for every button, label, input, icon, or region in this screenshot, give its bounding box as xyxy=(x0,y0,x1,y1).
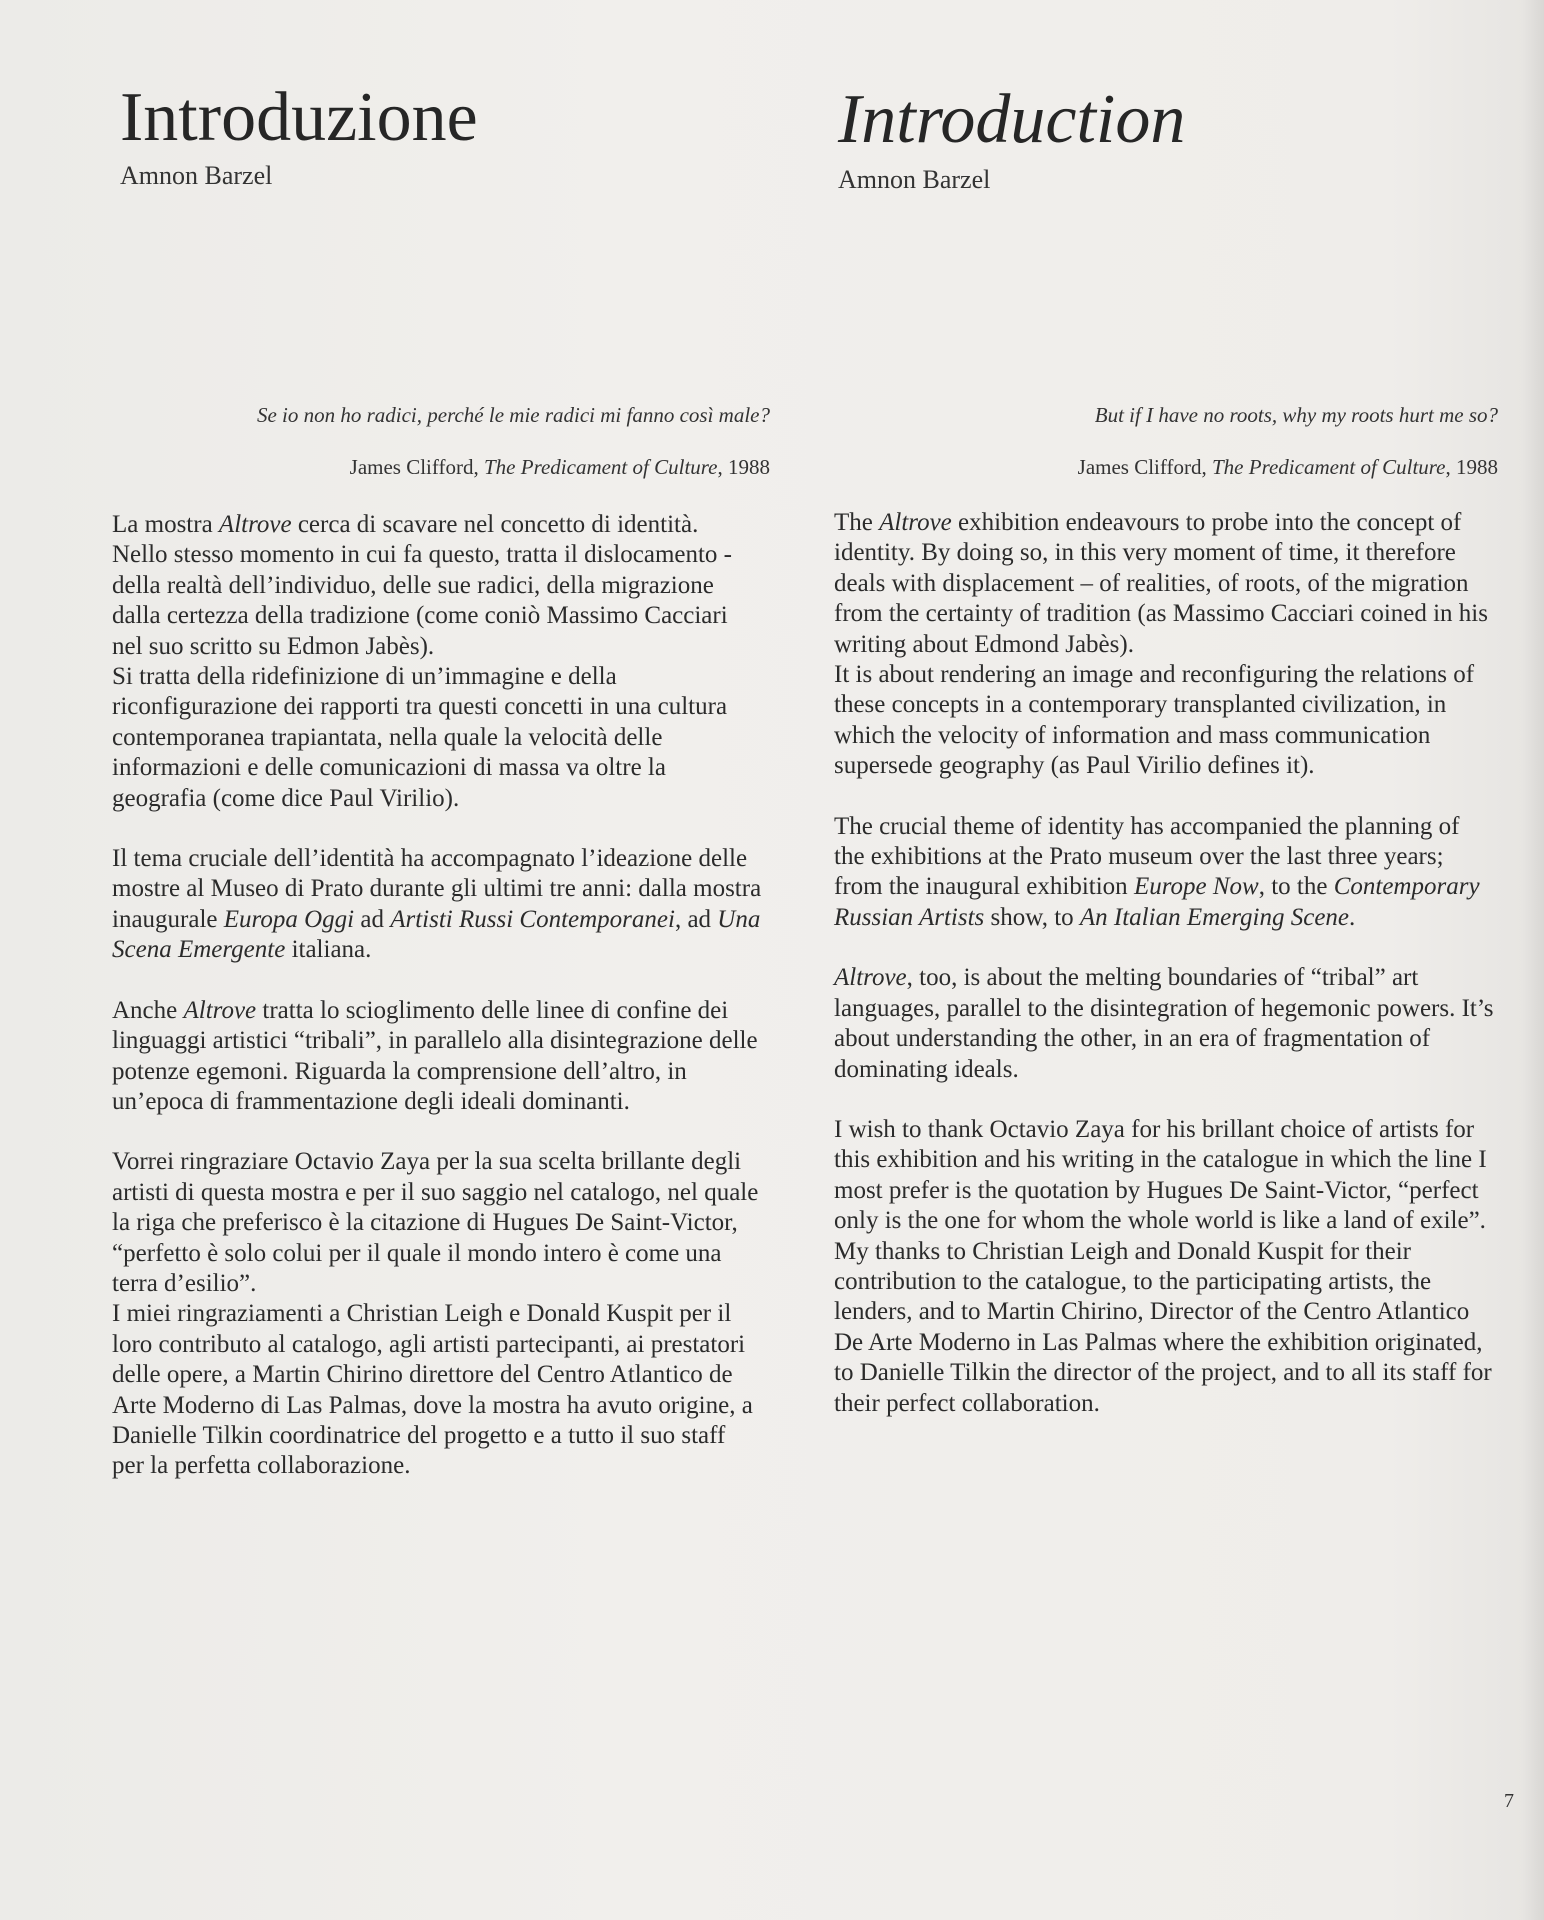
text-run: show, to xyxy=(984,903,1080,931)
text-run: , to the xyxy=(1258,873,1334,901)
text-run: , ad xyxy=(674,905,718,933)
italian-citation xyxy=(350,452,770,482)
text-run: . xyxy=(1349,903,1356,931)
text-run: cerca di scavare nel concetto di identità. xyxy=(291,511,699,538)
italic-run: Altrove xyxy=(879,509,952,536)
italic-run: An Italian Emerging Scene xyxy=(1079,903,1350,931)
text-run: I miei ringraziamenti a Christian Leigh e Donald Kuspit per il loro contributo al catalogo, agli artisti partecipanti, ai prestatori delle opere, a Martin Chirino direttore del Centro Atlantico de Arte Moderno di Las Palmas, dove la mostra ha avuto origine, a Danielle Tilkin coordinatrice del progetto e a tutto il suo staff per la perfetta collaborazione. xyxy=(112,1300,753,1480)
italian-author: Amnon Barzel xyxy=(120,161,273,190)
text-run: Si tratta della ridefinizione di un’immagine e della riconfigurazione dei rapporti tra questi concetti in una cultura contemporanea trapiantata, nella quale la velocità delle informazioni e delle comunicazioni di massa va oltre la geografia (come dice Paul Virilio). xyxy=(112,663,728,812)
english-citation xyxy=(1078,452,1498,482)
italic-run: Europa Oggi xyxy=(223,905,355,933)
text-run: La mostra xyxy=(112,511,219,538)
italian-paragraph-4 xyxy=(112,1147,762,1481)
italic-run: Europe Now xyxy=(1133,873,1259,901)
english-paragraph-2 xyxy=(834,812,1494,934)
italian-title: Introduzione xyxy=(120,79,478,156)
english-title: Introduction xyxy=(838,81,1186,158)
english-epigraph: But if I have no roots, why my roots hurt me so? xyxy=(1094,403,1498,427)
text-run: Il tema cruciale dell’identità ha accompagnato l’ideazione delle mostre al Museo di Prato durante gli ultimi tre anni: dalla mostra inaugurale xyxy=(112,845,762,933)
italic-run: Altrove xyxy=(183,996,257,1024)
text-run: , too, is about the melting boundaries of “tribal” art languages, parallel to the disintegration of hegemonic powers. It’s about understanding the other, in an era of fragmentation of dominating ideals. xyxy=(834,964,1494,1083)
italic-run: Una Scena Emergente xyxy=(112,905,761,964)
english-paragraph-1 xyxy=(834,508,1494,782)
italian-body xyxy=(112,510,762,1512)
citation-year: , 1988 xyxy=(717,455,770,479)
page-number: 7 xyxy=(1504,1790,1514,1812)
text-run: tratta lo scioglimento delle linee di confine dei linguaggi artistici “tribali”, in parallelo alla disintegrazione delle potenze egemoni. Riguarda la comprensione dell’altro, in un’epoca di frammentazione degli ideali dominanti. xyxy=(112,996,758,1115)
italic-run: Altrove xyxy=(834,964,907,992)
page-edge-shadow xyxy=(1522,0,1544,1920)
text-run: exhibition endeavours to probe into the concept of identity. By doing so, in this very moment of time, it therefore deals with displacement – of realities, of roots, of the migration from the certainty of tradition (as Massimo Cacciari coined in his writing about Edmond Jabès). xyxy=(834,509,1488,658)
citation-work: The Predicament of Culture xyxy=(1212,455,1446,479)
citation-work: The Predicament of Culture xyxy=(484,455,718,479)
english-body xyxy=(834,508,1494,1449)
italian-epigraph: Se io non ho radici, perché le mie radici mi fanno così male? xyxy=(256,403,770,427)
citation-author: James Clifford, xyxy=(1077,455,1212,479)
english-author: Amnon Barzel xyxy=(838,165,991,194)
italian-paragraph-3 xyxy=(112,996,762,1118)
italic-run: Artisti Russi Contemporanei xyxy=(390,905,675,933)
citation-year: , 1988 xyxy=(1445,455,1498,479)
italic-run: Altrove xyxy=(218,511,292,538)
italian-paragraph-1 xyxy=(112,510,762,814)
citation-author: James Clifford, xyxy=(349,455,484,479)
english-paragraph-3 xyxy=(834,963,1494,1085)
text-run: ad xyxy=(354,905,391,933)
italic-run: Contemporary Russian Artists xyxy=(834,873,1480,931)
text-run: The xyxy=(834,509,880,536)
text-run: Nello stesso momento in cui fa questo, tratta il dislocamento - della realtà dell’individuo, delle sue radici, della migrazione dalla certezza della tradizione (come coniò Massimo Cacciari nel suo scritto su Edmon Jabès). xyxy=(112,541,733,660)
text-run: The crucial theme of identity has accompanied the planning of the exhibitions at the Prato museum over the last three years; from the inaugural exhibition xyxy=(834,812,1460,901)
text-run: Anche xyxy=(112,996,184,1024)
text-run: Vorrei ringraziare Octavio Zaya per la sua scelta brillante degli artisti di questa mostra e per il suo saggio nel catalogo, nel quale la riga che preferisco è la citazione di Hugues De Saint-Victor, “perfetto è solo colui per il quale il mondo intero è come una terra d’esilio”. xyxy=(112,1148,759,1297)
text-run: italiana. xyxy=(285,936,372,964)
italian-paragraph-2 xyxy=(112,844,762,966)
english-paragraph-4: I wish to thank Octavio Zaya for his brillant choice of artists for this exhibition and his writing in the catalogue in which the line I most prefer is the quotation by Hugues De Saint-Victor, “perfect only is the one for whom the whole world is like a land of exile”. My thanks to Christian Leigh and Donald Kuspit for their contribution to the catalogue, to the participating artists, the lenders, and to Martin Chirino, Director of the Centro Atlantico De Arte Moderno in Las Palmas where the exhibition originated, to Danielle Tilkin the director of the project, and to all its staff for their perfect collaboration. xyxy=(834,1115,1492,1417)
text-run: It is about rendering an image and reconfiguring the relations of these concepts in a contemporary transplanted civilization, in which the velocity of information and mass communication supersede geography (as Paul Virilio defines it). xyxy=(834,661,1475,780)
